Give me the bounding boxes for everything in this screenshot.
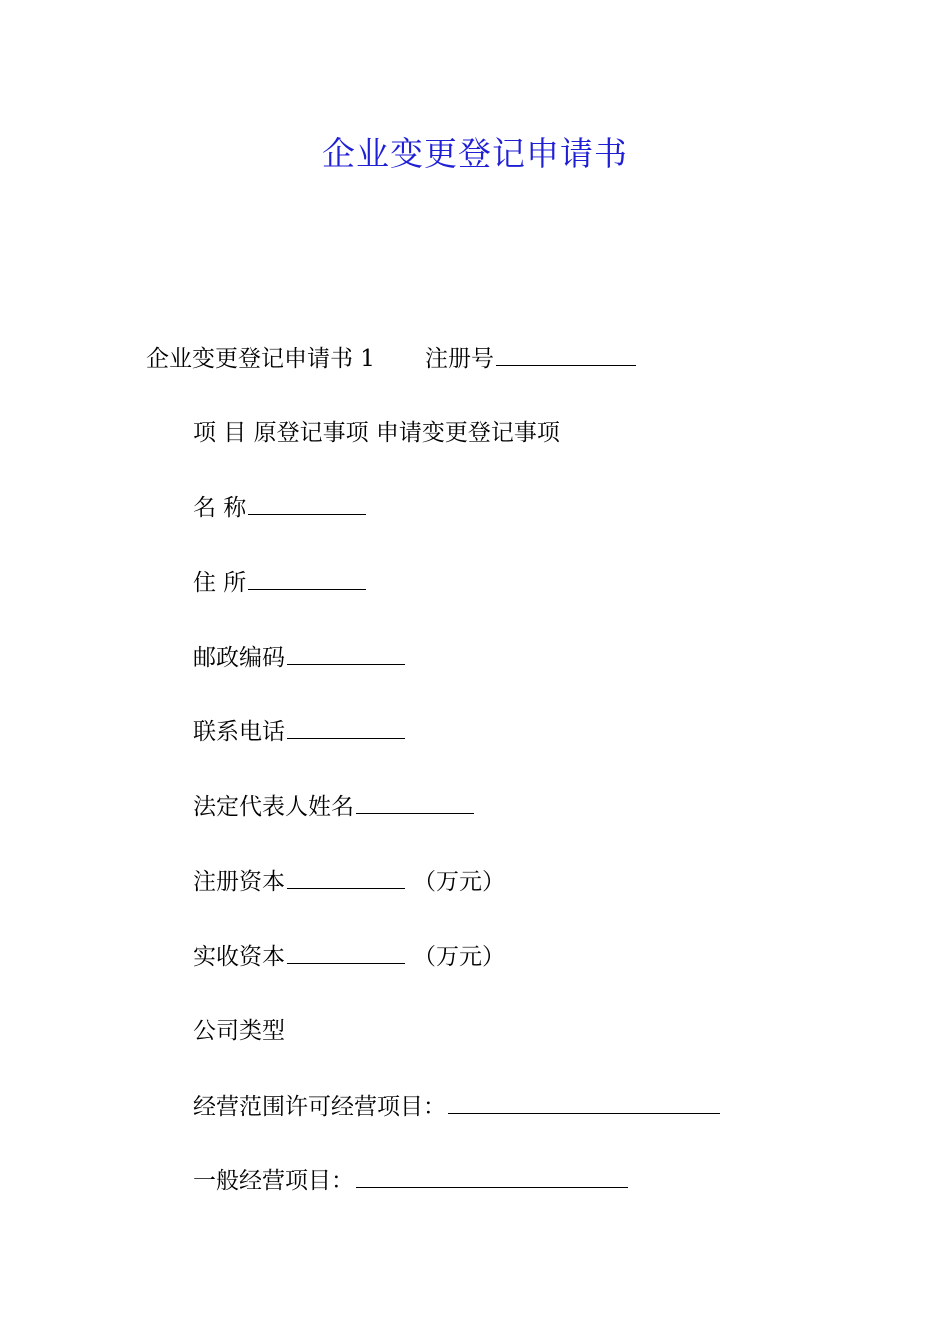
field-company-type-label: 公司类型	[193, 1018, 285, 1044]
field-postcode-label: 邮政编码	[193, 645, 285, 671]
field-business-scope-label: 经营范围许可经营项目：	[193, 1094, 446, 1120]
field-business-scope-row	[193, 1092, 720, 1122]
field-legal-rep-blank	[356, 793, 474, 814]
field-paid-capital-unit: （万元）	[413, 944, 505, 970]
field-postcode-row	[193, 643, 405, 673]
field-business-scope-blank	[448, 1093, 720, 1114]
field-phone-blank	[287, 718, 405, 739]
field-phone-row	[193, 717, 405, 747]
field-paid-capital-row	[193, 942, 505, 972]
field-address-blank	[248, 569, 366, 590]
field-general-items-label: 一般经营项目：	[193, 1168, 354, 1194]
columns-label: 项 目 原登记事项 申请变更登记事项	[193, 420, 560, 446]
field-address-row	[193, 568, 366, 598]
field-general-items-row	[193, 1166, 628, 1196]
field-paid-capital-blank	[287, 943, 405, 964]
field-reg-capital-unit: （万元）	[413, 869, 505, 895]
field-general-items-blank	[356, 1167, 628, 1188]
document-title: 企业变更登记申请书	[322, 134, 628, 173]
field-legal-rep-row	[193, 792, 474, 822]
field-reg-capital-blank	[287, 868, 405, 889]
field-address-label: 住 所	[193, 570, 247, 596]
reg-no-label: 注册号	[424, 346, 494, 372]
heading-left: 企业变更登记申请书 1	[146, 346, 375, 372]
field-reg-capital-label: 注册资本	[193, 869, 285, 895]
field-phone-label: 联系电话	[193, 719, 285, 745]
field-name-row	[193, 493, 366, 523]
field-reg-capital-row	[193, 867, 505, 897]
field-name-blank	[248, 494, 366, 515]
columns-row	[193, 418, 560, 448]
field-paid-capital-label: 实收资本	[193, 944, 285, 970]
heading-row	[146, 344, 636, 374]
field-postcode-blank	[287, 644, 405, 665]
reg-no-blank	[496, 345, 636, 366]
field-company-type-row	[193, 1016, 285, 1046]
field-name-label: 名 称	[193, 495, 247, 521]
field-legal-rep-label: 法定代表人姓名	[193, 794, 354, 820]
